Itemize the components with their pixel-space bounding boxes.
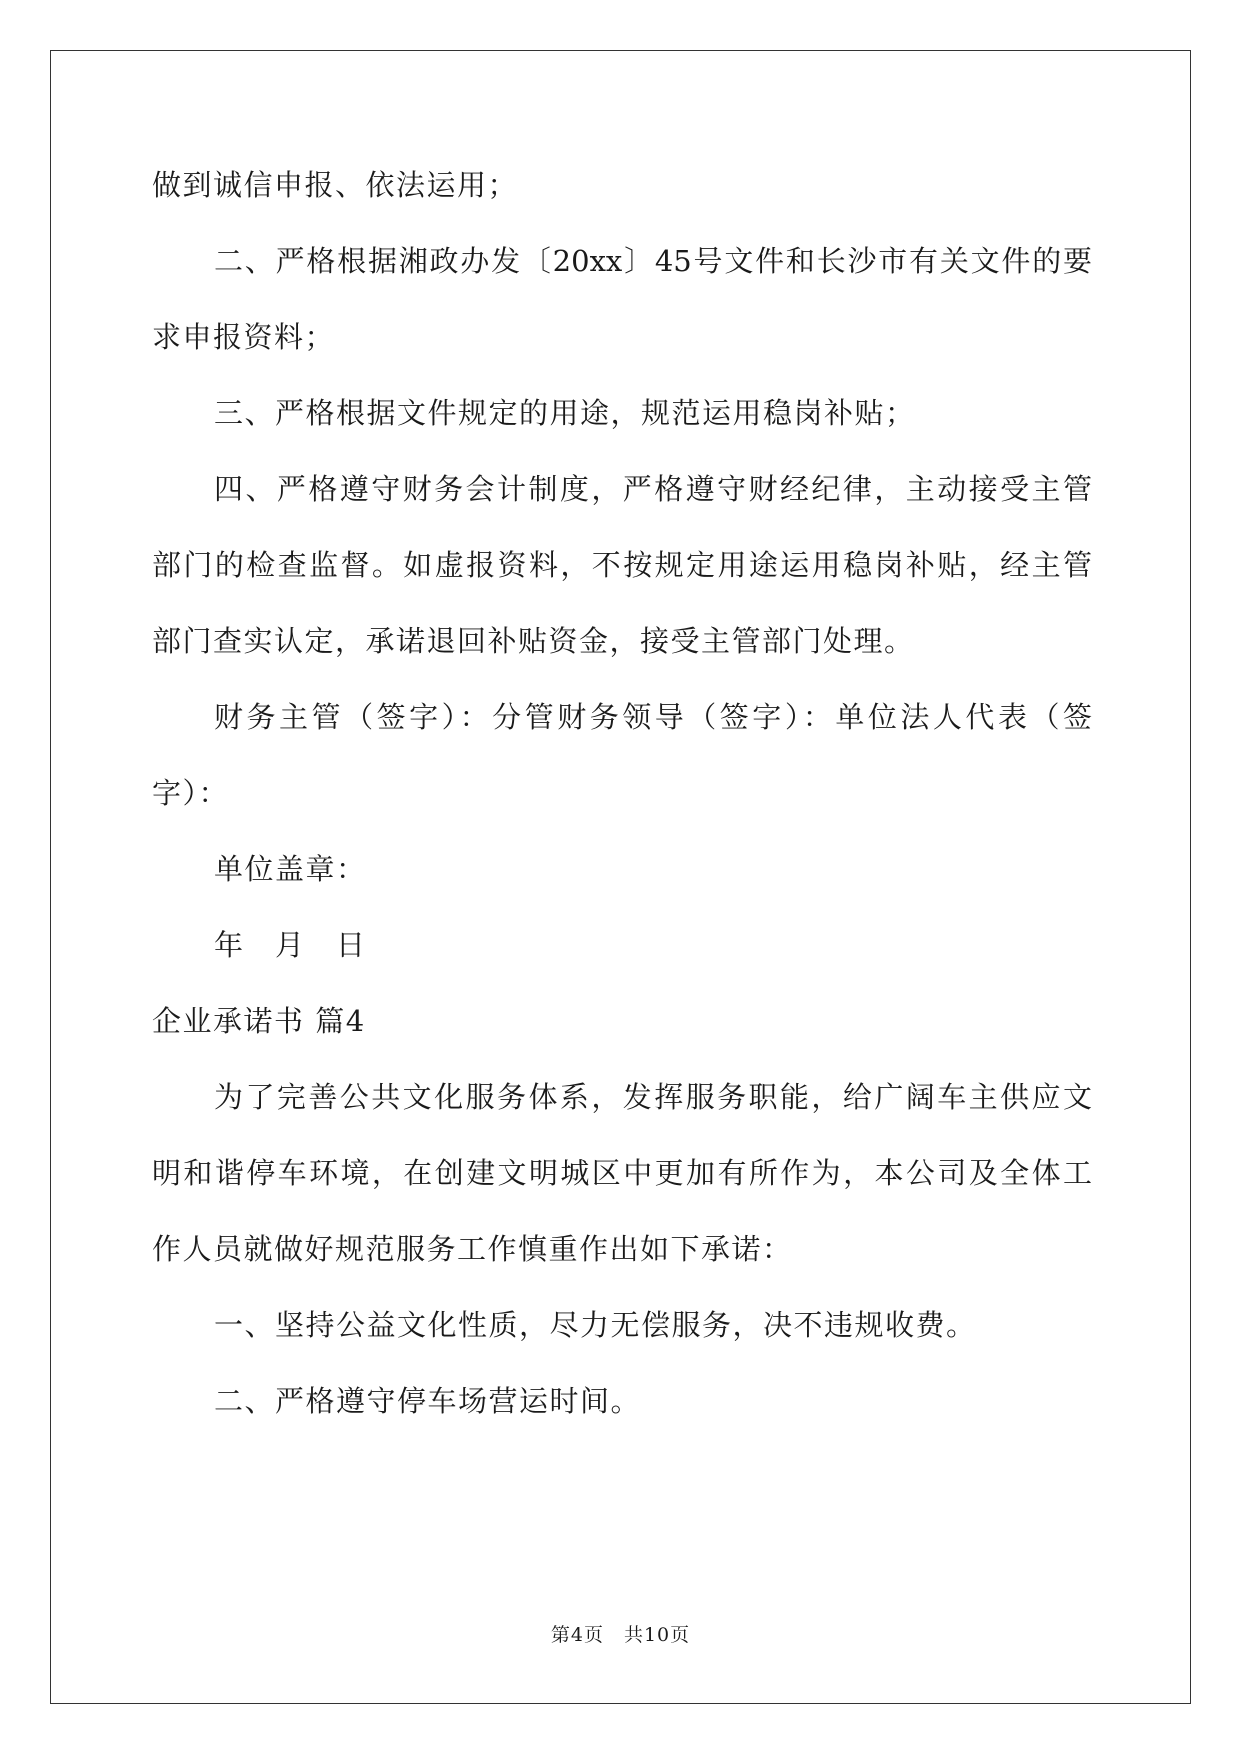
text-line: 为了完善公共文化服务体系，发挥服务职能，给广阔车主供应文	[214, 1080, 1092, 1114]
text-line: 作人员就做好规范服务工作慎重作出如下承诺：	[152, 1232, 793, 1266]
text-line: 部门的检查监督。如虚报资料，不按规定用途运用稳岗补贴，经主管	[152, 548, 1092, 582]
page-number-footer: 第4页 共10页	[550, 1624, 691, 1646]
text-line: 四、严格遵守财务会计制度，严格遵守财经纪律，主动接受主管	[214, 472, 1092, 506]
text-line: 一、坚持公益文化性质，尽力无偿服务，决不违规收费。	[214, 1308, 977, 1342]
text-line: 明和谐停车环境，在创建文明城区中更加有所作为，本公司及全体工	[152, 1156, 1092, 1190]
text-line: 求申报资料；	[152, 320, 336, 354]
text-line: 单位盖章：	[214, 852, 367, 886]
section-heading: 企业承诺书 篇4	[152, 1004, 366, 1038]
text-line: 三、严格根据文件规定的用途，规范运用稳岗补贴；	[214, 396, 916, 430]
text-line: 财务主管（签字）：分管财务领导（签字）：单位法人代表（签	[214, 700, 1092, 734]
text-line: 字）：	[152, 776, 230, 810]
text-line: 做到诚信申报、依法运用；	[152, 168, 519, 202]
text-line: 二、严格遵守停车场营运时间。	[214, 1384, 642, 1418]
text-line: 二、严格根据湘政办发〔20xx〕45号文件和长沙市有关文件的要	[214, 244, 1092, 278]
date-line: 年 月 日	[214, 928, 367, 962]
text-line: 部门查实认定，承诺退回补贴资金，接受主管部门处理。	[152, 624, 915, 658]
